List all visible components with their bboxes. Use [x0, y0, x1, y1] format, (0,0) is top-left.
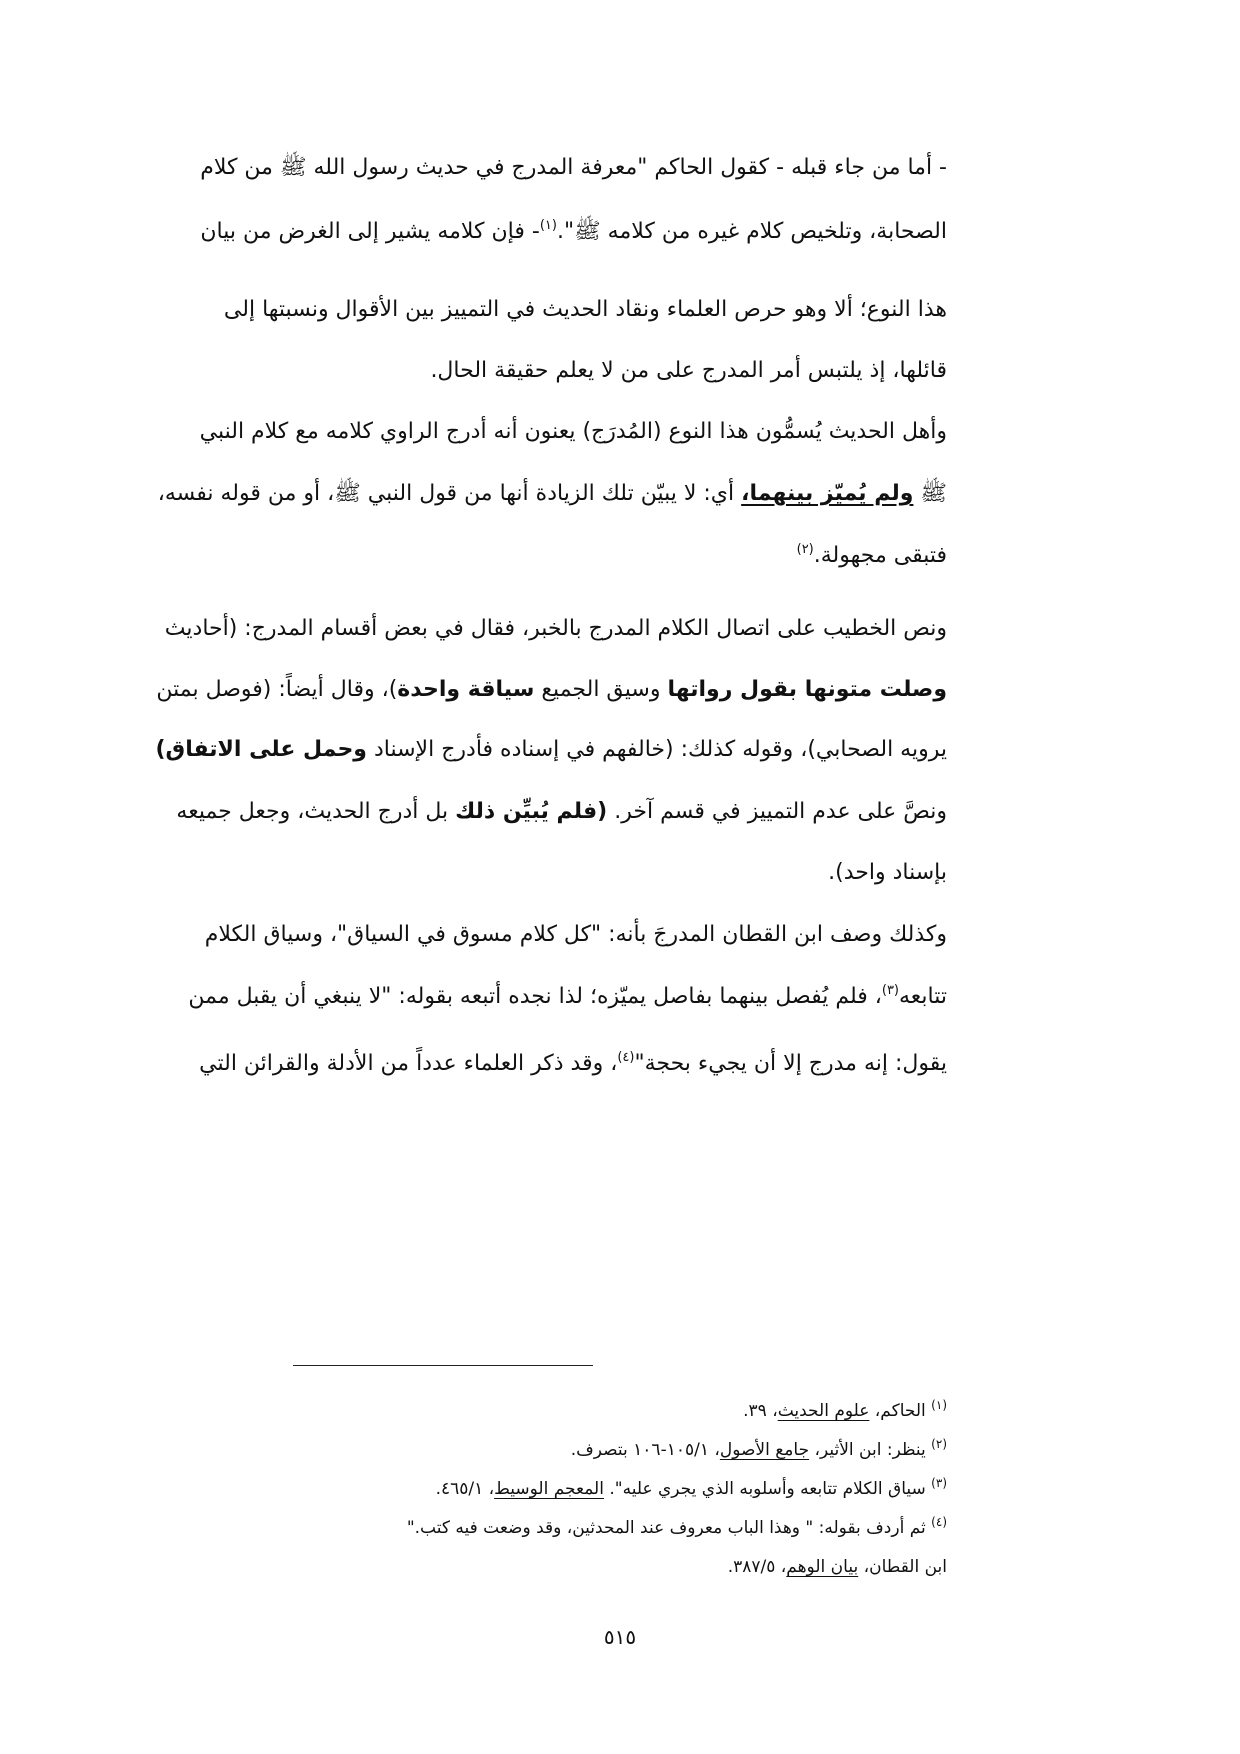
text-run: وأهل الحديث يُسمُّون هذا النوع (المُدرَج) يعنون أنه أدرج الراوي كلامه مع كلام النبي [199, 419, 947, 444]
text-run: ، ١٠٥/١-١٠٦ بتصرف. [570, 1440, 720, 1460]
body-line [288, 536, 947, 576]
text-run: يقول: إنه مدرج إلا أن يجيء بحجة" [634, 1051, 947, 1076]
footnote-marker: (٣) [931, 1476, 947, 1490]
bold-text: (فلم يُبيِّن ذلك [455, 799, 608, 824]
body-line [288, 351, 947, 391]
text-run: ، فلم يُفصل بينهما بفاصل يميّزه؛ لذا نجده أتبعه بقوله: "لا ينبغي أن يقبل ممن [188, 984, 882, 1009]
text-run: ونصَّ على عدم التمييز في قسم آخر. [607, 799, 947, 824]
book-title: المعجم الوسيط [494, 1479, 604, 1499]
text-run: - فإن كلامه يشير إلى الغرض من بيان [200, 219, 540, 244]
footnote [288, 1513, 947, 1543]
text-run: أي: لا يبيّن تلك الزيادة أنها من قول النبي ﷺ، أو من قوله نفسه، [157, 481, 742, 506]
book-title: جامع الأصول [719, 1440, 810, 1460]
body-line [156, 670, 947, 710]
footnote-marker: (٤) [931, 1515, 947, 1529]
body-line [288, 853, 947, 893]
footnote [288, 1435, 947, 1465]
body-line [200, 212, 947, 252]
body-line [200, 148, 947, 188]
footnote-marker: (٣) [881, 983, 899, 998]
footnote-marker: (١) [539, 218, 557, 233]
text-run: )، وقال أيضاً: (فوصل بمتن [156, 677, 398, 702]
footnote-marker: (١) [931, 1398, 947, 1412]
text-run: ، ٣٨٧/٥. [727, 1557, 787, 1577]
footnote-separator [293, 1365, 593, 1366]
text-run: قائلها، إذ يلتبس أمر المدرج على من لا يعلم حقيقة الحال. [430, 358, 947, 383]
text-run: هذا النوع؛ ألا وهو حرص العلماء ونقاد الحديث في التمييز بين الأقوال ونسبتها إلى [223, 297, 947, 322]
body-line [176, 792, 947, 832]
bold-text: وصلت متونها بقول رواتها [667, 677, 947, 702]
text-run: تتابعه [899, 984, 947, 1009]
text-run: ، ٣٩. [743, 1401, 778, 1421]
bold-text: سياقة واحدة [397, 677, 535, 702]
text-run: ﷺ [913, 481, 947, 506]
text-run: وكذلك وصف ابن القطان المدرجَ بأنه: "كل كلام مسوق في السياق"، وسياق الكلام [204, 922, 947, 947]
text-run: يرويه الصحابي)، وقوله كذلك: (خالفهم في إسناده فأدرج الإسناد [366, 737, 947, 762]
text-run: ينظر: ابن الأثير، [809, 1440, 932, 1460]
text-run: ، ٤٦٥/١. [435, 1479, 495, 1499]
text-run: الحاكم، [869, 1401, 932, 1421]
text-run: ابن القطان، [858, 1557, 947, 1577]
body-line [199, 1044, 947, 1084]
body-line [223, 290, 947, 330]
text-run: بل أدرج الحديث، وجعل جميعه [176, 799, 456, 824]
page-number: ٥١٥ [603, 1625, 637, 1649]
text-run: الصحابة، وتلخيص كلام غيره من كلامه ﷺ". [556, 219, 947, 244]
body-line [188, 977, 947, 1017]
text-run: فتبقى مجهولة. [813, 543, 947, 568]
book-title: بيان الوهم [786, 1557, 859, 1577]
body-line [157, 474, 947, 514]
footnote-marker: (٤) [617, 1050, 635, 1065]
bold-text: وحمل على الاتفاق) [155, 737, 367, 762]
text-run: ونص الخطيب على اتصال الكلام المدرج بالخبر، فقال في بعض أقسام المدرج: (أحاديث [164, 616, 947, 641]
text-run: ثم أردف بقوله: " وهذا الباب معروف عند المحدثين، وقد وضعت فيه كتب." [406, 1518, 932, 1538]
footnote-marker: (٢) [796, 542, 814, 557]
footnote [288, 1474, 947, 1504]
text-run: ، وقد ذكر العلماء عدداً من الأدلة والقرائن التي [199, 1051, 618, 1076]
body-line [199, 412, 947, 452]
text-run: - أما من جاء قبله - كقول الحاكم "معرفة المدرج في حديث رسول الله ﷺ من كلام [200, 155, 947, 180]
body-line [204, 915, 947, 955]
text-run: وسيق الجميع [534, 677, 668, 702]
body-line [155, 730, 947, 770]
footnote-marker: (٢) [931, 1437, 947, 1451]
emphasized-text: ولم يُميّز بينهما، [741, 481, 914, 506]
footnote [288, 1396, 947, 1426]
body-line [164, 609, 947, 649]
text-run: بإسناد واحد). [828, 860, 947, 885]
book-title: علوم الحديث [777, 1401, 870, 1421]
footnote [288, 1552, 947, 1582]
text-run: سياق الكلام تتابعه وأسلوبه الذي يجري عليه". [603, 1479, 932, 1499]
